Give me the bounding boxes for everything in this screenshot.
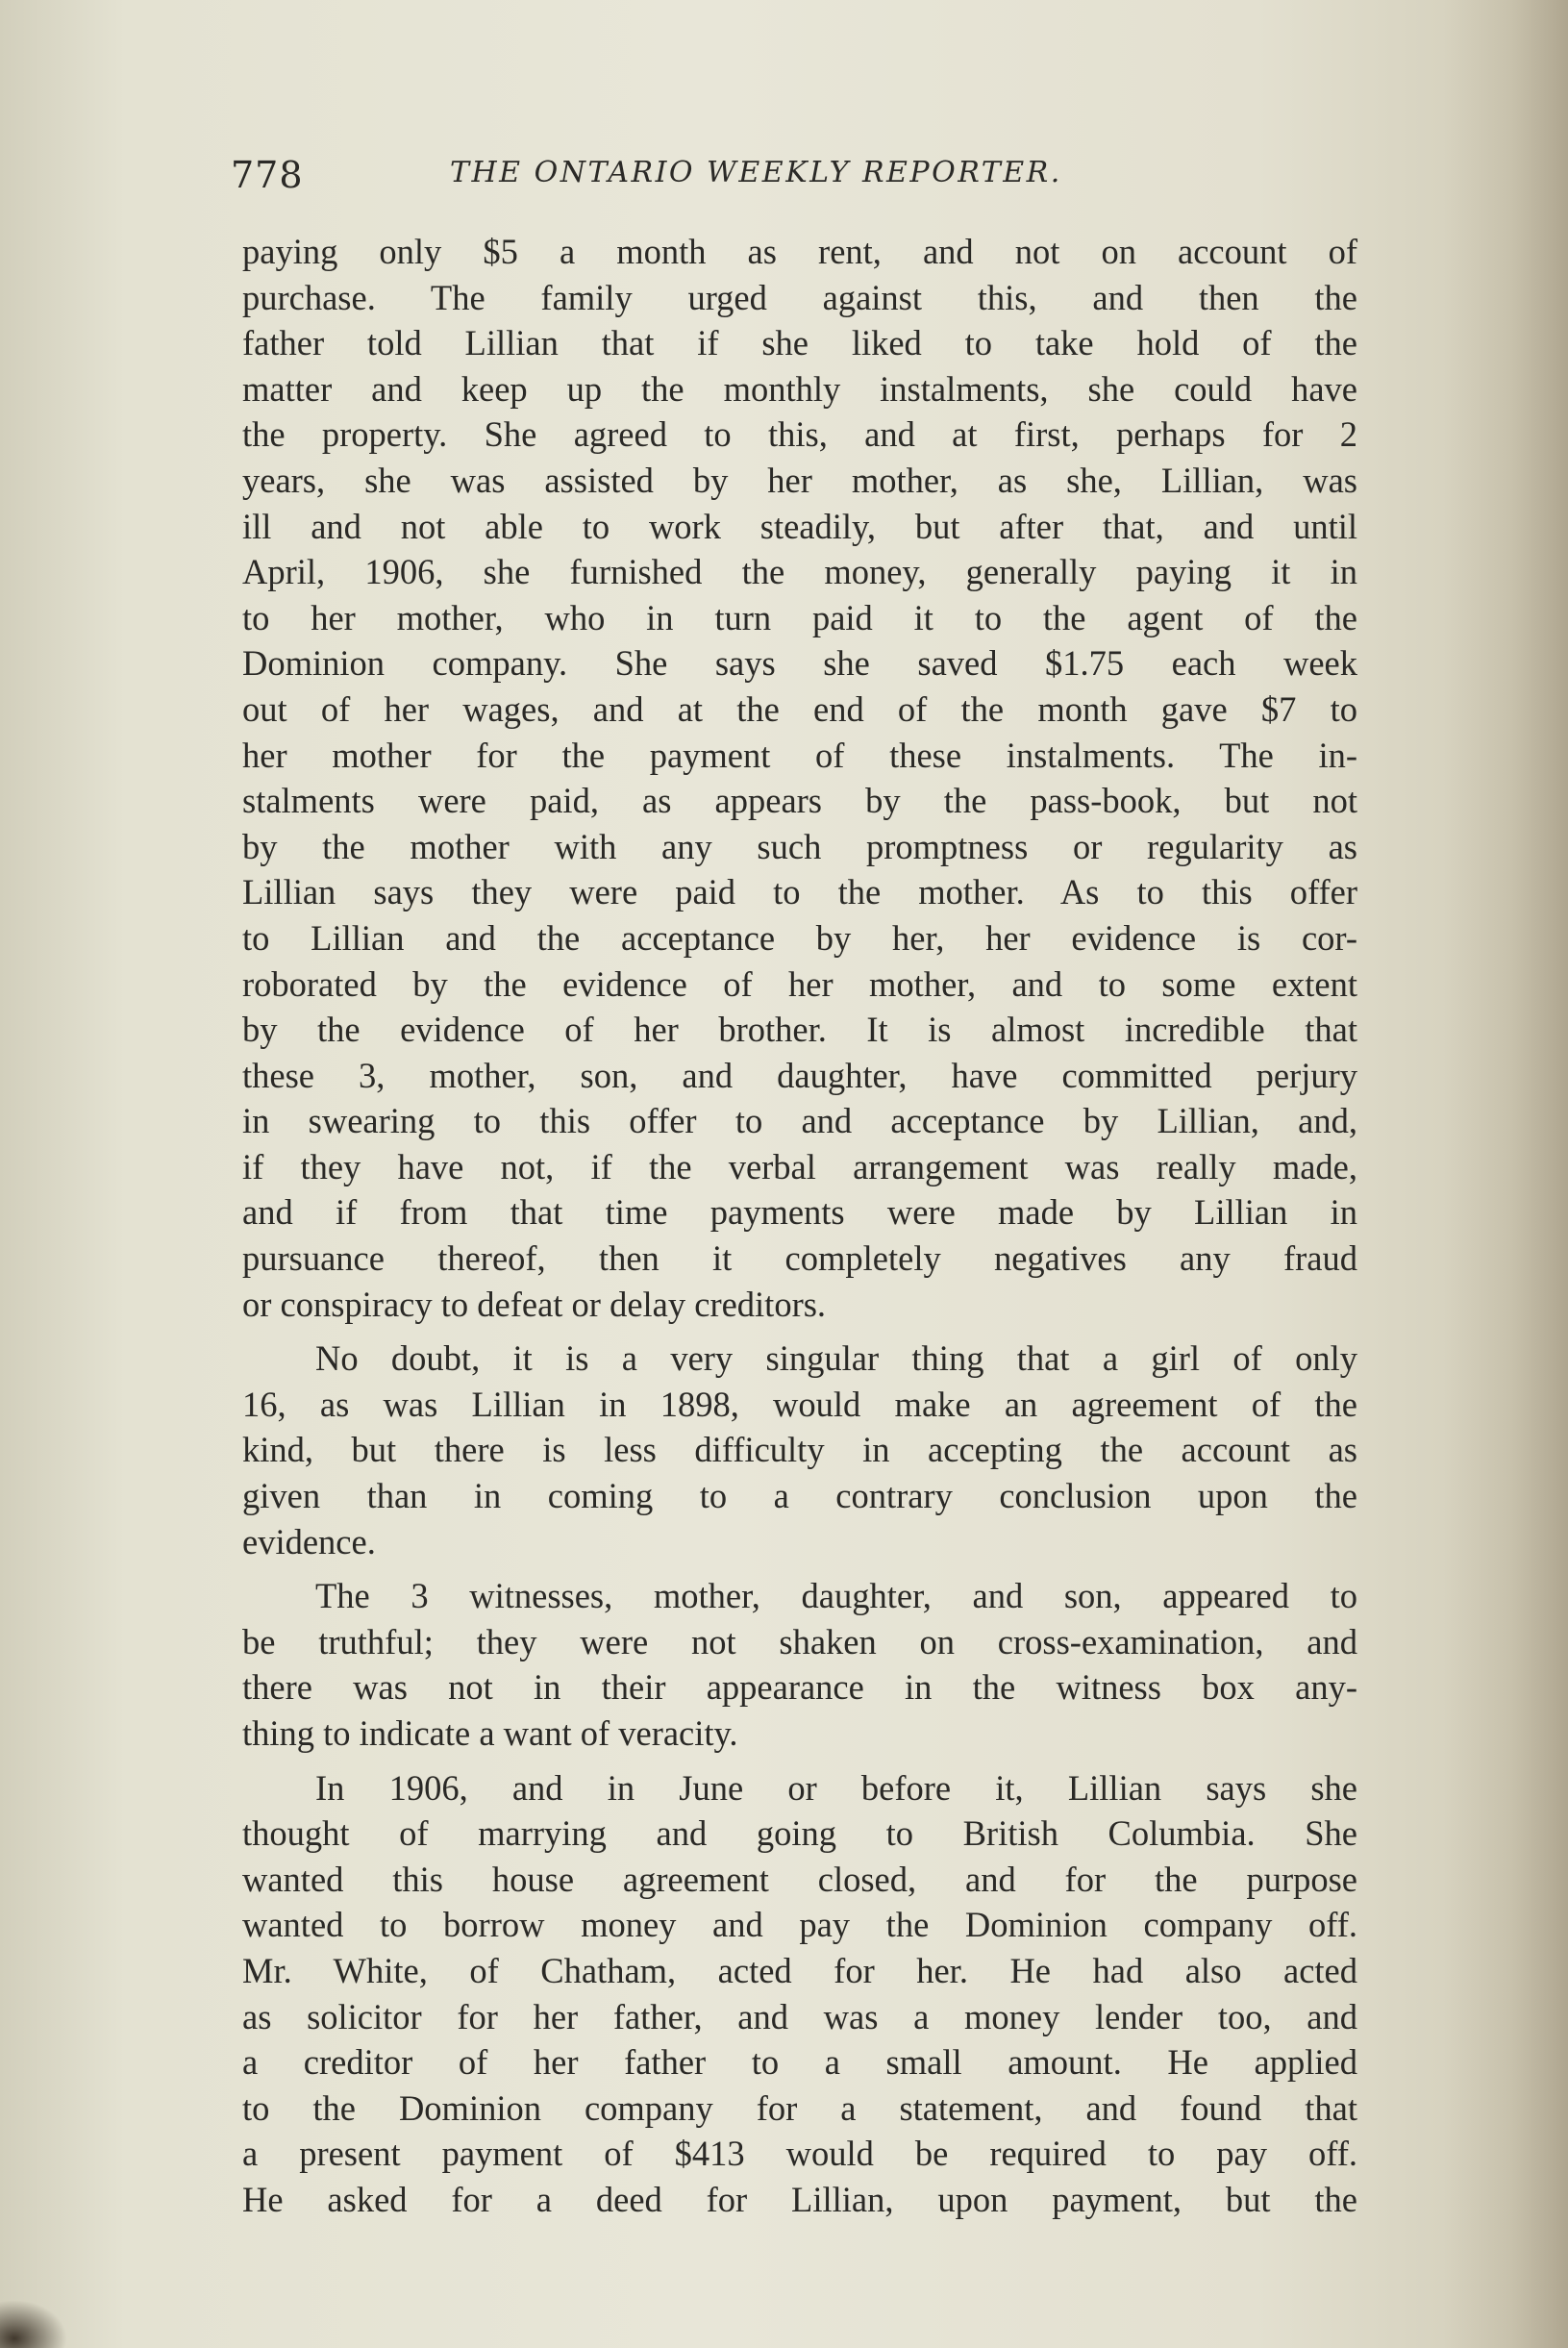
text-line: years, she was assisted by her mother, as she, Lillian, was xyxy=(242,460,1357,500)
text-line: roborated by the evidence of her mother, and to some extent xyxy=(242,963,1357,1004)
text-line: her mother for the payment of these instalments. The in- xyxy=(242,735,1357,775)
text-line: April, 1906, she furnished the money, generally paying it in xyxy=(242,552,1357,592)
text-line: Lillian says they were paid to the mother. As to this offer xyxy=(242,872,1357,912)
page-header xyxy=(231,154,1365,202)
text-line: to the Dominion company for a statement, and found that xyxy=(242,2087,1357,2128)
text-line: or conspiracy to defeat or delay creditors. xyxy=(242,1284,827,1324)
text-line: by the mother with any such promptness or regularity as xyxy=(242,826,1357,866)
text-line: In 1906, and in June or before it, Lillian says she xyxy=(315,1767,1357,1808)
text-line: ill and not able to work steadily, but after that, and until xyxy=(242,506,1357,546)
text-line: to Lillian and the acceptance by her, her evidence is cor- xyxy=(242,917,1357,958)
text-line: paying only $5 a month as rent, and not on account of xyxy=(242,232,1357,271)
text-line: if they have not, if the verbal arrangement was really made, xyxy=(242,1146,1357,1186)
text-line: evidence. xyxy=(242,1521,376,1561)
body-text xyxy=(242,229,1357,2232)
text-line: to her mother, who in turn paid it to the agent of the xyxy=(242,597,1357,637)
text-line: father told Lillian that if she liked to take hold of the xyxy=(242,323,1357,363)
text-line: as solicitor for her father, and was a money lender too, and xyxy=(242,1996,1357,2036)
text-line: No doubt, it is a very singular thing that a girl of only xyxy=(315,1338,1357,1379)
text-line: 16, as was Lillian in 1898, would make an agreement of the xyxy=(242,1384,1357,1424)
text-line: out of her wages, and at the end of the month gave $7 to xyxy=(242,688,1357,729)
text-line: and if from that time payments were made by Lillian in xyxy=(242,1192,1357,1233)
running-head: THE ONTARIO WEEKLY REPORTER. xyxy=(450,156,1062,189)
paragraph xyxy=(242,1573,1357,1756)
text-line: matter and keep up the monthly instalments, she could have xyxy=(242,368,1357,409)
text-line: given than in coming to a contrary conclusion upon the xyxy=(242,1476,1357,1516)
page-edge-shadow xyxy=(1443,0,1568,2348)
text-line: by the evidence of her brother. It is almost incredible that xyxy=(242,1010,1357,1050)
thumb-shadow xyxy=(0,2300,67,2348)
text-line: a present payment of $413 would be required to pay off. xyxy=(242,2134,1357,2174)
text-line: Dominion company. She says she saved $1.75 each week xyxy=(242,643,1357,684)
text-line: purchase. The family urged against this, and then the xyxy=(242,277,1357,317)
text-line: stalments were paid, as appears by the pass-book, but not xyxy=(242,781,1357,821)
page-number: 778 xyxy=(231,154,304,196)
text-line: pursuance thereof, then it completely negatives any fraud xyxy=(242,1238,1357,1279)
paragraph xyxy=(242,1336,1357,1564)
paragraph xyxy=(242,229,1357,1327)
text-line: wanted to borrow money and pay the Dominion company off. xyxy=(242,1905,1357,1945)
text-line: in swearing to this offer to and acceptance by Lillian, and, xyxy=(242,1101,1357,1141)
text-line: there was not in their appearance in the witness box any- xyxy=(242,1667,1357,1708)
text-line: be truthful; they were not shaken on cross-examination, and xyxy=(242,1621,1357,1661)
paragraph xyxy=(242,1765,1357,2223)
text-line: wanted this house agreement closed, and for the purpose xyxy=(242,1859,1357,1899)
text-line: these 3, mother, son, and daughter, have committed perjury xyxy=(242,1055,1357,1095)
text-line: a creditor of her father to a small amount. He applied xyxy=(242,2042,1357,2083)
text-line: He asked for a deed for Lillian, upon payment, but the xyxy=(242,2179,1357,2219)
text-line: the property. She agreed to this, and at first, perhaps for 2 xyxy=(242,414,1357,455)
text-line: Mr. White, of Chatham, acted for her. He had also acted xyxy=(242,1950,1357,1990)
text-line: thing to indicate a want of veracity. xyxy=(242,1713,738,1753)
text-line: The 3 witnesses, mother, daughter, and son, appeared to xyxy=(315,1576,1357,1616)
text-line: thought of marrying and going to British Columbia. She xyxy=(242,1813,1357,1854)
text-line: kind, but there is less difficulty in accepting the account as xyxy=(242,1430,1357,1470)
